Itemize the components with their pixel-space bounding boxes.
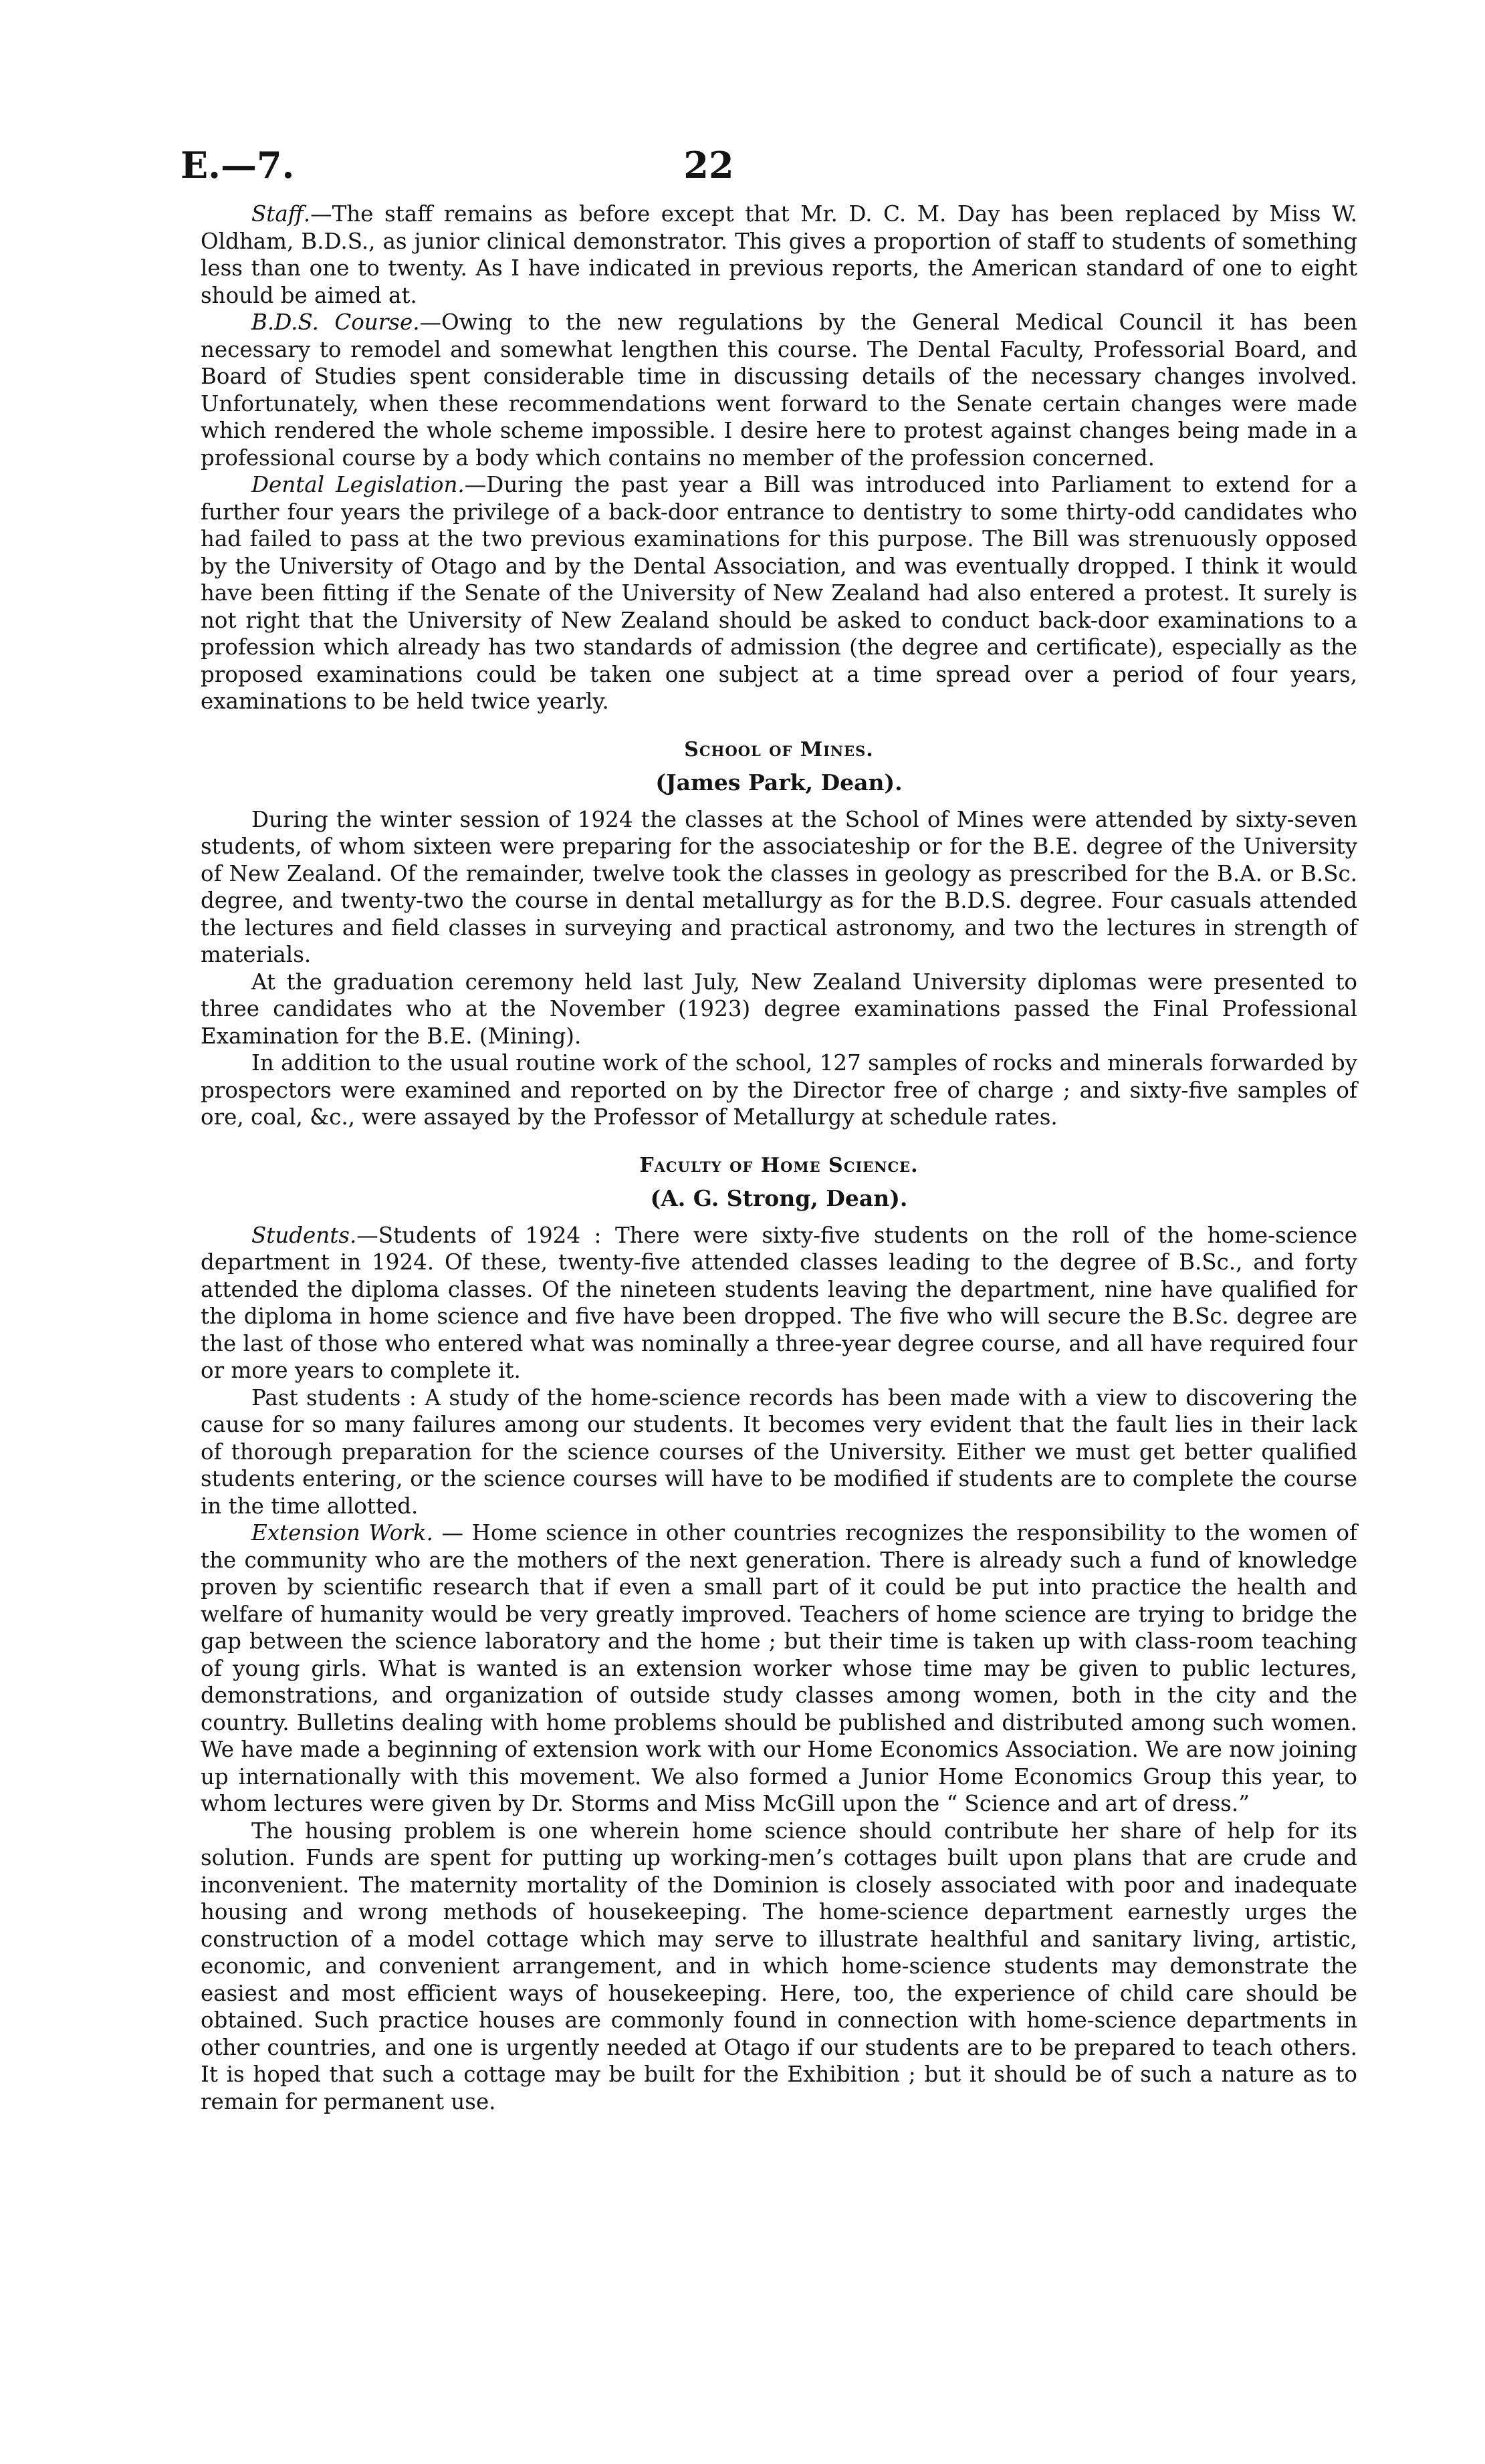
housing-paragraph: The housing problem is one wherein home science should contribute her share of help for its solution. Funds are spent for putting up working-men’s cottages built upon plans that are crude and inconvenient. The maternity mortality of the Dominion is closely associated with poor and inadequate housing and wrong methods of housekeeping. The home-science department earnestly urges the construction of a model cottage which may serve to illustrate healthful and sanitary living, artistic, economic, and convenient arrangement, and in which home-science students may demonstrate the easiest and most efficient ways of housekeeping. Here, too, the experience of child care should be obtained. Such practice houses are commonly found in connection with home-science departments in other countries, and one is urgently needed at Otago if our students are to be prepared to teach others. It is hoped that such a cottage may be built for the Exhibition ; but it should be of such a nature as to remain for permanent use.: [201, 1818, 1357, 2114]
home-science-dean: (A. G. Strong, Dean).: [650, 1185, 908, 1211]
bds-course-paragraph: [201, 309, 1357, 471]
dental-legislation-text: —During the past year a Bill was introduced into Parliament to extend for a further four years the privilege of a back-door entrance to dentistry to some thirty-odd candidates who had failed to pass at the two previous examinations for this purpose. The Bill was strenuously opposed by the University of Otago and by the Dental Association, and was eventually dropped. I think it would have been fitting if the Senate of the University of New Zealand had also entered a protest. It surely is not right that the University of New Zealand should be asked to conduct back-door examinations to a profession which already has two standards of admission (the degree and certificate), especially as the proposed examinations could be taken one subject at a time spread over a period of four years, examinations to be held twice yearly.: [201, 472, 1357, 714]
school-of-mines-heading: School of Mines.: [684, 737, 874, 761]
document-reference: E.—7.: [181, 144, 295, 187]
dental-legislation-paragraph: [201, 471, 1357, 715]
mines-paragraph: During the winter session of 1924 the classes at the School of Mines were attended by sixty-seven students, of whom sixteen were preparing for the associateship or for the B.E. degree of the University of New Zealand. Of the remainder, twelve took the classes in geology as prescribed for the B.A. or B.Sc. degree, and twenty-two the course in dental metallurgy as for the B.D.S. degree. Four casuals attended the lectures and field classes in surveying and practical astronomy, and two the lectures in strength of materials.: [201, 806, 1357, 967]
past-students-paragraph: Past students : A study of the home-science records has been made with a view to discovering the cause for so many failures among our students. It becomes very evident that the fault lies in their lack of thorough preparation for the science courses of the University. Either we must get better qualified students entering, or the science courses will have to be modified if students are to complete the course in the time allotted.: [201, 1384, 1357, 1519]
extension-work-text: — Home science in other countries recognizes the responsibility to the women of the community who are the mothers of the next generation. There is already such a fund of knowledge proven by scientific research that if even a small part of it could be put into practice the health and welfare of humanity would be very greatly improved. Teachers of home science are trying to bridge the gap between the science laboratory and the home ; but their time is taken up with class-room teaching of young girls. What is wanted is an extension worker whose time may be given to public lectures, demonstrations, and organization of outside study classes among women, both in the city and the country. Bulletins dealing with home problems should be published and distributed among such women. We have made a beginning of extension work with our Home Economics Association. We are now joining up internationally with this movement. We also formed a Junior Home Economics Group this year, to whom lectures were given by Dr. Storms and Miss McGill upon the “ Science and art of dress.”: [201, 1520, 1357, 1816]
home-science-heading: Faculty of Home Science.: [639, 1153, 919, 1177]
page-number: 22: [683, 144, 734, 187]
mines-paragraph: At the graduation ceremony held last July, New Zealand University diplomas were presented to three candidates who at the November (1923) degree examinations passed the Final Professional Examination for the B.E. (Mining).: [201, 969, 1357, 1049]
staff-lead: Staff.: [251, 201, 311, 227]
staff-text: —The staff remains as before except that Mr. D. C. M. Day has been replaced by Miss W. Oldham, B.D.S., as junior clinical demonstrator. This gives a proportion of staff to students of something less than one to twenty. As I have indicated in previous reports, the American standard of one to eight should be aimed at.: [201, 201, 1357, 308]
mines-paragraph: In addition to the usual routine work of the school, 127 samples of rocks and minerals forwarded by prospectors were examined and reported on by the Director free of charge ; and sixty-five samples of ore, coal, &c., were assayed by the Professor of Metallurgy at schedule rates.: [201, 1050, 1357, 1130]
page-header: [181, 144, 1357, 197]
staff-paragraph: [201, 201, 1357, 309]
students-lead: Students.: [251, 1222, 357, 1248]
dental-legislation-lead: Dental Legislation.: [251, 472, 465, 497]
school-of-mines-dean: (James Park, Dean).: [655, 769, 903, 795]
page-body: [201, 201, 1357, 2115]
students-paragraph: [201, 1222, 1357, 1384]
students-text: —Students of 1924 : There were sixty-five students on the roll of the home-science department in 1924. Of these, twenty-five attended classes leading to the degree of B.Sc., and forty attended the diploma classes. Of the nineteen students leaving the department, nine have qualified for the diploma in home science and five have been dropped. The five who will secure the B.Sc. degree are the last of those who entered what was nominally a three-year degree course, and all have required four or more years to complete it.: [201, 1222, 1357, 1383]
extension-work-lead: Extension Work.: [251, 1520, 433, 1546]
extension-work-paragraph: [201, 1519, 1357, 1818]
bds-course-lead: B.D.S. Course.: [251, 310, 420, 335]
bds-course-text: —Owing to the new regulations by the General Medical Council it has been necessary to remodel and somewhat lengthen this course. The Dental Faculty, Professorial Board, and Board of Studies spent considerable time in discussing details of the necessary changes involved. Unfortunately, when these recommendations went forward to the Senate certain changes were made which rendered the whole scheme impossible. I desire here to protest against changes being made in a professional course by a body which contains no member of the profession concerned.: [201, 310, 1357, 471]
